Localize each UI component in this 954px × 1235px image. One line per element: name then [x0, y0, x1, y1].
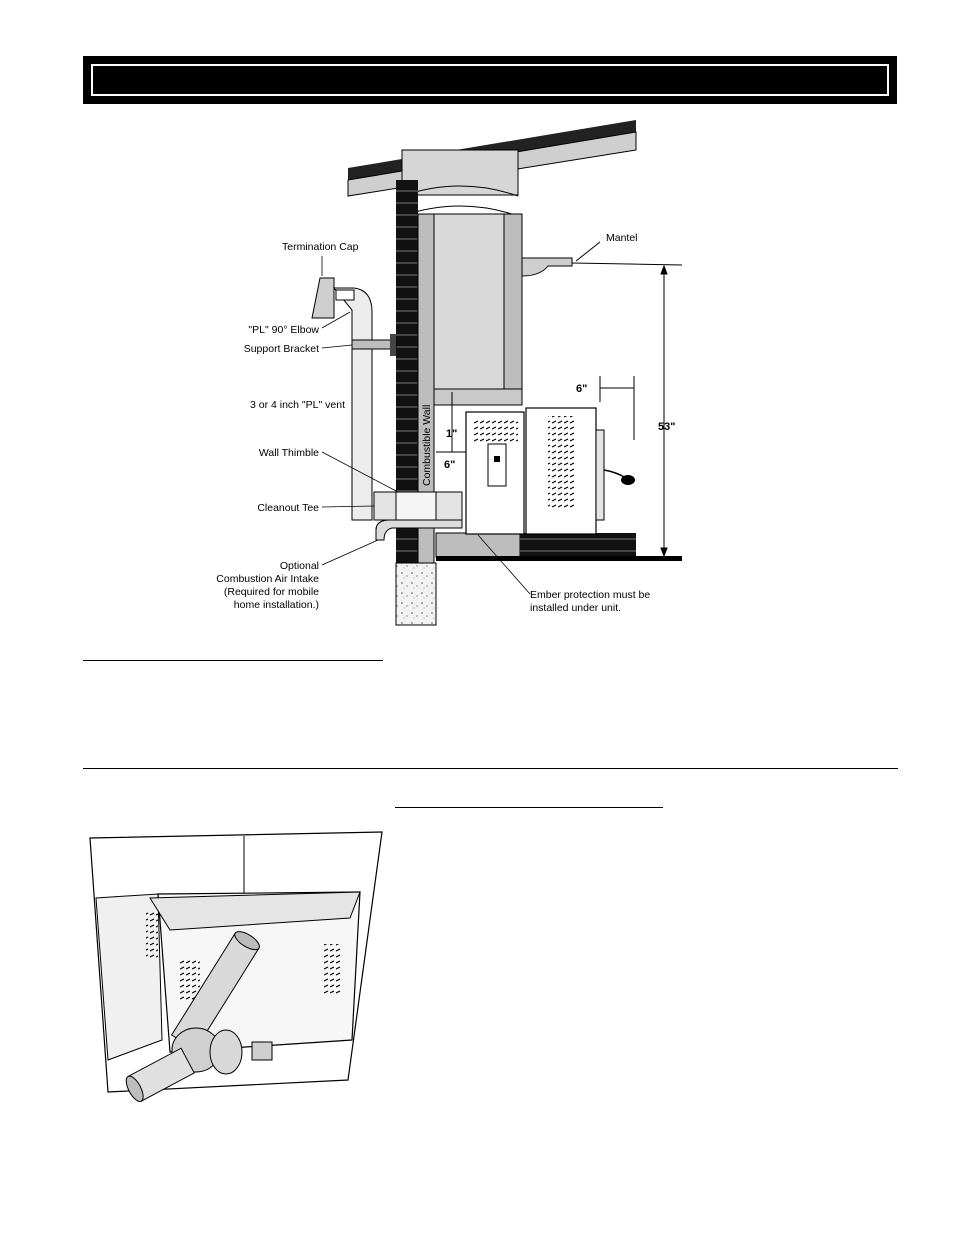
label-cleanout-tee: Cleanout Tee [257, 502, 319, 514]
label-combustion-air-3: (Required for mobile [223, 586, 319, 598]
label-pl-vent: 3 or 4 inch "PL" vent [249, 399, 345, 411]
stove-rear-view-illustration [90, 832, 382, 1104]
label-pl-elbow: "PL" 90° Elbow [248, 324, 319, 336]
label-termination-cap: Termination Cap [282, 241, 359, 253]
label-ember-2: installed under unit. [530, 602, 622, 614]
mantel [522, 242, 682, 276]
divider-short-top [83, 660, 383, 661]
label-combustion-air-2: Combustion Air Intake [216, 573, 319, 585]
label-dim-53: 53" [658, 421, 676, 433]
label-mantel: Mantel [606, 232, 638, 244]
divider-full [83, 768, 898, 769]
roof [348, 120, 636, 216]
label-combustible-wall: Combustible Wall [421, 404, 433, 486]
label-support-bracket: Support Bracket [243, 343, 319, 355]
label-combustion-air-4: home installation.) [233, 599, 319, 611]
pellet-stove [466, 408, 635, 534]
label-dim-1: 1" [446, 428, 458, 440]
label-combustion-air-1: Optional [279, 560, 319, 572]
floor-hearth [436, 533, 682, 561]
divider-short-mid [395, 807, 663, 808]
label-dim-6-bottom: 6" [444, 459, 456, 471]
label-wall-thimble: Wall Thimble [258, 447, 319, 459]
label-dim-6-top: 6" [576, 383, 588, 395]
label-ember-1: Ember protection must be [530, 589, 651, 601]
